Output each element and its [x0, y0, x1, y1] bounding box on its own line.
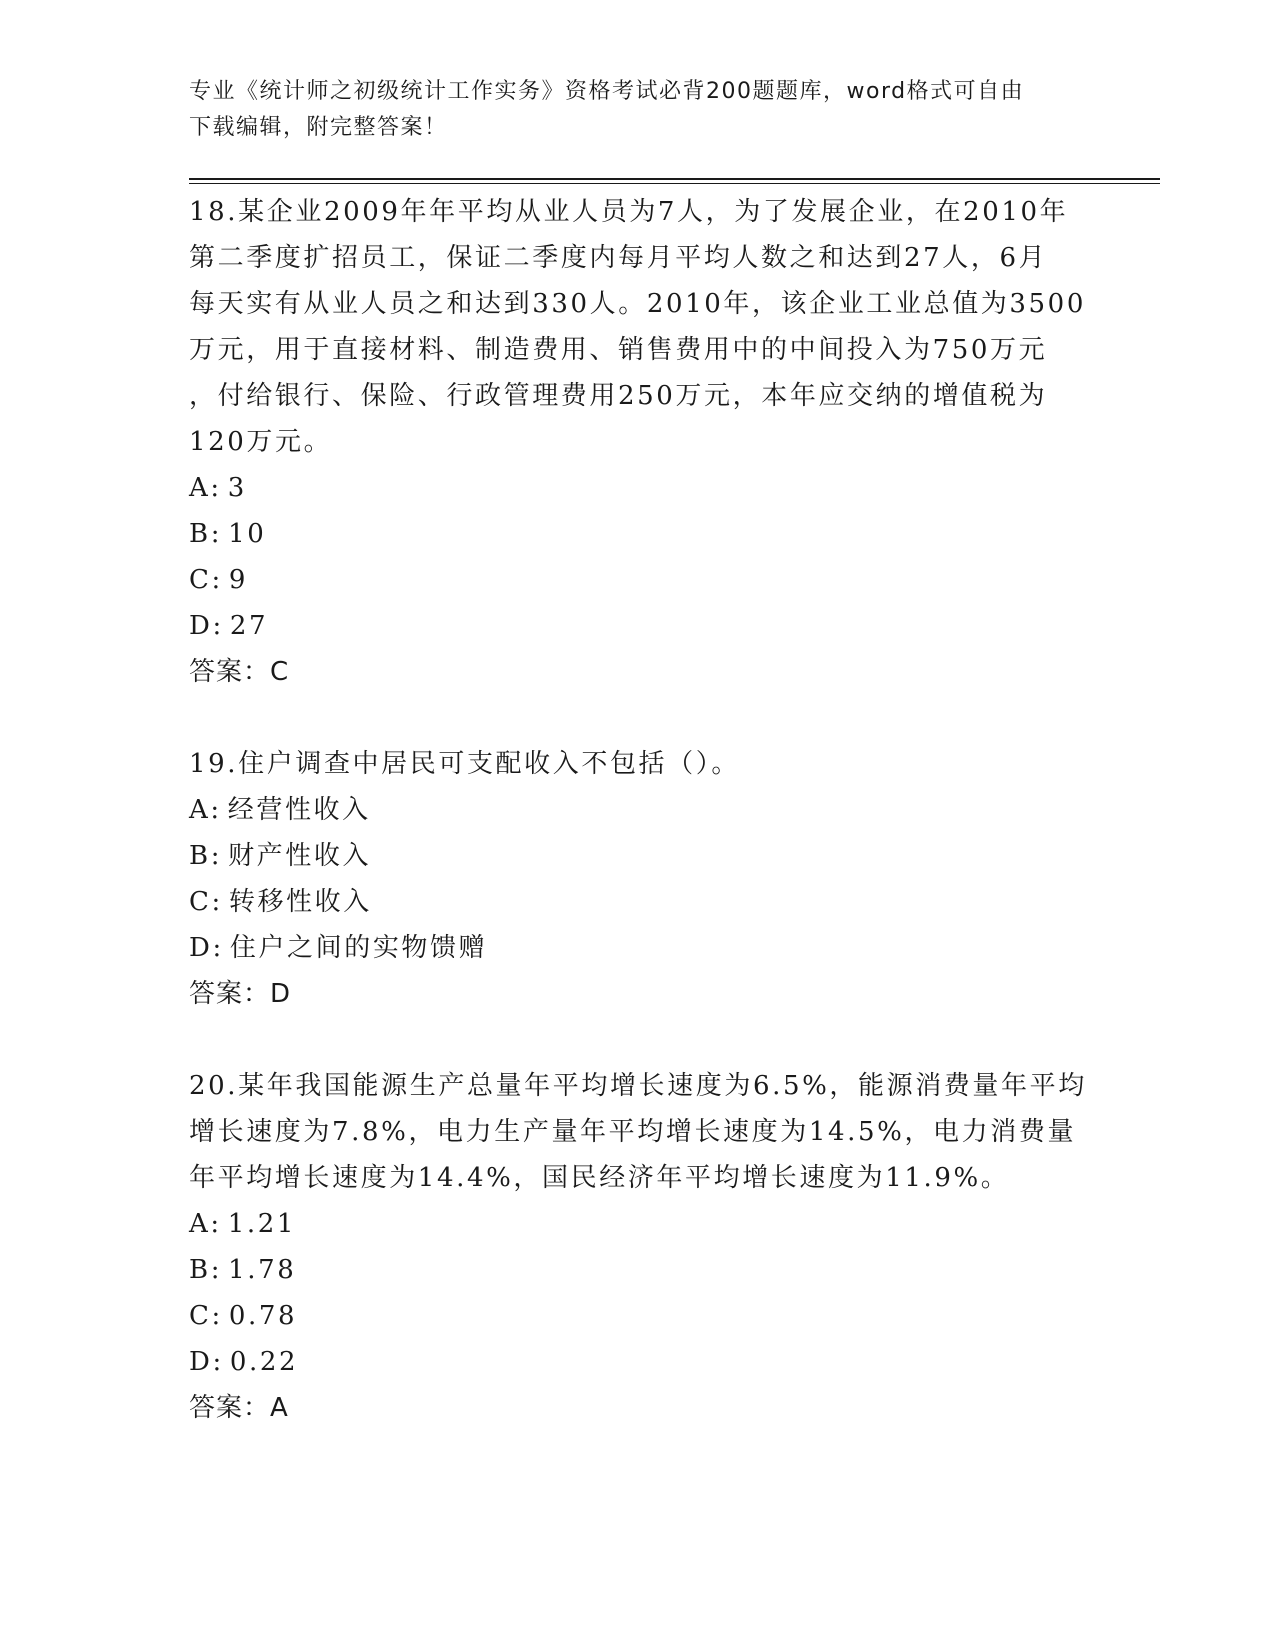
option-label: A: — [189, 473, 222, 503]
option-text: 经营性收入 — [227, 795, 371, 825]
option-b — [189, 511, 1089, 557]
question-stem — [189, 1063, 1089, 1201]
option-label: B: — [189, 1255, 223, 1285]
option-text: 1.21 — [227, 1209, 297, 1239]
option-b — [189, 833, 1089, 879]
option-d — [189, 925, 1089, 971]
option-label: C: — [189, 565, 223, 595]
header-line-1: 专业《统计师之初级统计工作实务》资格考试必背200题题库，word格式可自由 — [189, 79, 1025, 104]
question-18 — [189, 189, 1089, 695]
question-19 — [189, 741, 1089, 1017]
option-label: C: — [189, 887, 223, 917]
header-divider-thin — [189, 183, 1160, 184]
option-text: 9 — [228, 565, 249, 595]
header-line-2: 下载编辑，附完整答案！ — [189, 115, 448, 140]
stem-line: 每天实有从业人员之和达到330人。2010年，该企业工业总值为3500 — [189, 289, 1086, 319]
stem-line: 18.某企业2009年年平均从业人员为7人，为了发展企业，在2010年 — [189, 197, 1069, 227]
document-header — [189, 74, 1089, 146]
option-a — [189, 787, 1089, 833]
question-list — [189, 189, 1089, 1477]
option-c — [189, 879, 1089, 925]
stem-line: 120万元。 — [189, 427, 333, 457]
answer-line: 答案：C — [189, 657, 290, 687]
option-text: 0.78 — [228, 1301, 298, 1331]
answer-line: 答案：A — [189, 1393, 289, 1423]
option-text: 财产性收入 — [228, 841, 372, 871]
option-label: A: — [189, 795, 222, 825]
stem-line: 增长速度为7.8%，电力生产量年平均增长速度为14.5%，电力消费量 — [189, 1117, 1077, 1147]
question-stem — [189, 741, 1089, 787]
option-label: B: — [189, 519, 223, 549]
stem-line: 年平均增长速度为14.4%，国民经济年平均增长速度为11.9%。 — [189, 1163, 1010, 1193]
option-d — [189, 1339, 1089, 1385]
stem-line: ，付给银行、保险、行政管理费用250万元，本年应交纳的增值税为 — [189, 381, 1048, 411]
option-label: B: — [189, 841, 223, 871]
stem-line: 第二季度扩招员工，保证二季度内每月平均人数之和达到27人，6月 — [189, 243, 1048, 273]
stem-line: 20.某年我国能源生产总量年平均增长速度为6.5%，能源消费量年平均 — [189, 1071, 1087, 1101]
option-d — [189, 603, 1089, 649]
option-text: 1.78 — [228, 1255, 297, 1285]
option-label: A: — [189, 1209, 222, 1239]
question-20 — [189, 1063, 1089, 1431]
stem-line: 19.住户调查中居民可支配收入不包括（）。 — [189, 749, 740, 779]
option-text: 3 — [227, 473, 247, 503]
option-a — [189, 1201, 1089, 1247]
option-text: 27 — [229, 611, 269, 641]
question-stem — [189, 189, 1089, 465]
option-text: 0.22 — [229, 1347, 299, 1377]
answer-line: 答案：D — [189, 979, 292, 1009]
option-b — [189, 1247, 1089, 1293]
option-text: 住户之间的实物馈赠 — [229, 933, 488, 963]
option-a — [189, 465, 1089, 511]
option-text: 转移性收入 — [228, 887, 372, 917]
option-label: C: — [189, 1301, 223, 1331]
option-label: D: — [189, 611, 224, 641]
option-label: D: — [189, 1347, 224, 1377]
option-c — [189, 1293, 1089, 1339]
option-label: D: — [189, 933, 224, 963]
option-text: 10 — [228, 519, 267, 549]
header-divider-thick — [189, 178, 1160, 180]
stem-line: 万元，用于直接材料、制造费用、销售费用中的中间投入为750万元 — [189, 335, 1048, 365]
option-c — [189, 557, 1089, 603]
